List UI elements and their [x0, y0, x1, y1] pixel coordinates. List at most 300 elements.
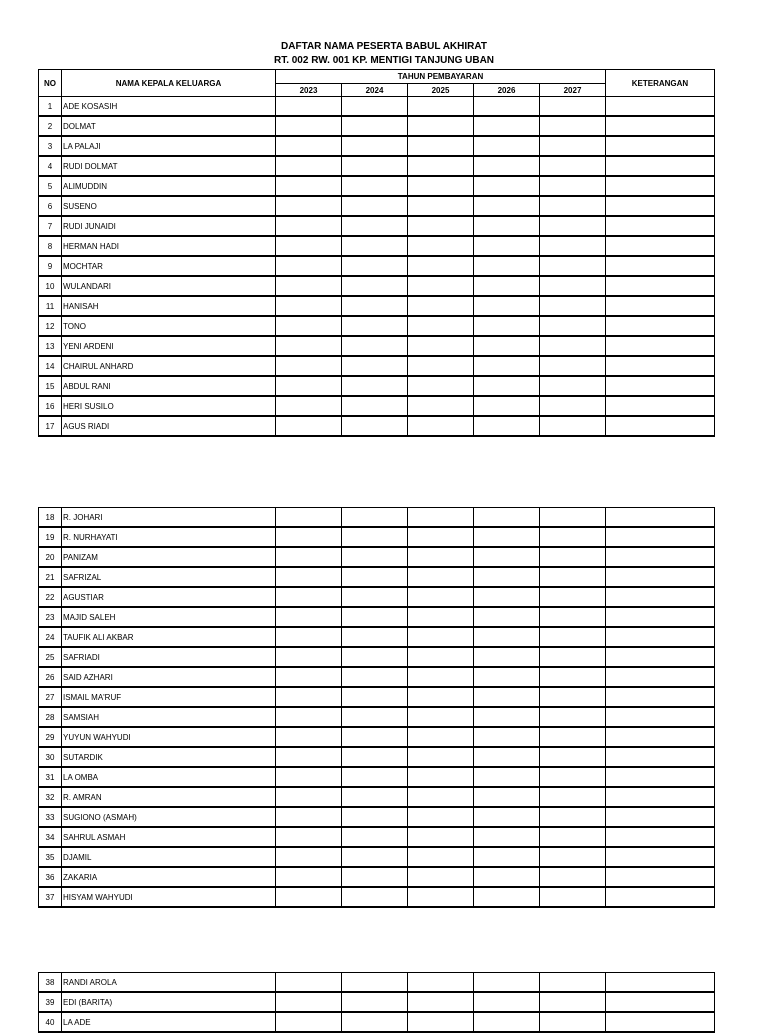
table-row: [39, 767, 715, 787]
payment-cell: [474, 687, 540, 707]
payment-cell: [474, 116, 540, 136]
payment-cell: [474, 416, 540, 436]
head-of-family-name: AGUSTIAR: [62, 587, 276, 607]
participant-table-page2: [38, 507, 715, 908]
payment-cell: [540, 136, 606, 156]
table-row: [39, 296, 715, 316]
head-of-family-name: SUGIONO (ASMAH): [62, 807, 276, 827]
payment-cell: [342, 196, 408, 216]
note-cell: [606, 97, 715, 117]
payment-cell: [540, 116, 606, 136]
payment-cell: [474, 827, 540, 847]
payment-cell: [540, 216, 606, 236]
table-row: [39, 276, 715, 296]
table-row: [39, 216, 715, 236]
note-cell: [606, 276, 715, 296]
note-cell: [606, 627, 715, 647]
table-row: [39, 567, 715, 587]
header-name: NAMA KEPALA KELUARGA: [62, 70, 276, 97]
payment-cell: [474, 256, 540, 276]
payment-cell: [408, 236, 474, 256]
payment-cell: [474, 356, 540, 376]
payment-cell: [540, 607, 606, 627]
table-row: [39, 887, 715, 907]
row-number: 14: [39, 356, 62, 376]
payment-cell: [540, 396, 606, 416]
row-number: 18: [39, 508, 62, 528]
payment-cell: [408, 627, 474, 647]
row-number: 26: [39, 667, 62, 687]
payment-cell: [540, 256, 606, 276]
payment-cell: [408, 376, 474, 396]
row-number: 20: [39, 547, 62, 567]
document-title: DAFTAR NAMA PESERTA BABUL AKHIRAT: [281, 41, 487, 52]
payment-cell: [540, 867, 606, 887]
row-number: 22: [39, 587, 62, 607]
payment-cell: [408, 316, 474, 336]
head-of-family-name: TAUFIK ALI AKBAR: [62, 627, 276, 647]
head-of-family-name: RUDI JUNAIDI: [62, 216, 276, 236]
row-number: 40: [39, 1012, 62, 1032]
payment-cell: [474, 707, 540, 727]
payment-cell: [540, 296, 606, 316]
payment-cell: [474, 508, 540, 528]
payment-cell: [342, 727, 408, 747]
payment-cell: [408, 1012, 474, 1032]
note-cell: [606, 887, 715, 907]
row-number: 5: [39, 176, 62, 196]
payment-cell: [408, 847, 474, 867]
payment-cell: [474, 296, 540, 316]
payment-cell: [408, 156, 474, 176]
table-row: [39, 376, 715, 396]
payment-cell: [474, 547, 540, 567]
payment-cell: [540, 236, 606, 256]
payment-cell: [276, 847, 342, 867]
payment-cell: [540, 847, 606, 867]
header-year-2026: 2026: [474, 84, 540, 97]
head-of-family-name: RUDI DOLMAT: [62, 156, 276, 176]
payment-cell: [342, 827, 408, 847]
payment-cell: [474, 807, 540, 827]
head-of-family-name: SAHRUL ASMAH: [62, 827, 276, 847]
head-of-family-name: EDI (BARITA): [62, 992, 276, 1012]
note-cell: [606, 973, 715, 993]
table-row: [39, 647, 715, 667]
table-row: [39, 416, 715, 436]
note-cell: [606, 116, 715, 136]
header-note: KETERANGAN: [606, 70, 715, 97]
table-row: [39, 336, 715, 356]
payment-cell: [474, 587, 540, 607]
participant-table-page1: [38, 69, 715, 437]
payment-cell: [408, 827, 474, 847]
payment-cell: [342, 587, 408, 607]
payment-cell: [276, 973, 342, 993]
payment-cell: [474, 276, 540, 296]
payment-cell: [540, 156, 606, 176]
table-row: [39, 827, 715, 847]
payment-cell: [342, 1012, 408, 1032]
payment-cell: [342, 296, 408, 316]
note-cell: [606, 747, 715, 767]
payment-cell: [342, 376, 408, 396]
payment-cell: [342, 992, 408, 1012]
table-row: [39, 867, 715, 887]
document-subtitle: RT. 002 RW. 001 KP. MENTIGI TANJUNG UBAN: [273, 55, 495, 66]
payment-cell: [276, 97, 342, 117]
payment-cell: [342, 687, 408, 707]
head-of-family-name: HERMAN HADI: [62, 236, 276, 256]
payment-cell: [276, 416, 342, 436]
payment-cell: [408, 196, 474, 216]
payment-cell: [474, 607, 540, 627]
note-cell: [606, 667, 715, 687]
row-number: 34: [39, 827, 62, 847]
payment-cell: [540, 787, 606, 807]
payment-cell: [276, 667, 342, 687]
payment-cell: [408, 527, 474, 547]
head-of-family-name: YENI ARDENI: [62, 336, 276, 356]
payment-cell: [408, 256, 474, 276]
payment-cell: [540, 376, 606, 396]
payment-cell: [342, 527, 408, 547]
payment-cell: [276, 527, 342, 547]
note-cell: [606, 376, 715, 396]
head-of-family-name: SAMSIAH: [62, 707, 276, 727]
payment-cell: [276, 867, 342, 887]
table-row: [39, 97, 715, 117]
payment-cell: [342, 97, 408, 117]
head-of-family-name: WULANDARI: [62, 276, 276, 296]
head-of-family-name: HISYAM WAHYUDI: [62, 887, 276, 907]
payment-cell: [276, 508, 342, 528]
payment-cell: [540, 276, 606, 296]
payment-cell: [408, 887, 474, 907]
head-of-family-name: SUSENO: [62, 196, 276, 216]
note-cell: [606, 867, 715, 887]
note-cell: [606, 216, 715, 236]
payment-cell: [408, 992, 474, 1012]
payment-cell: [408, 667, 474, 687]
payment-cell: [540, 707, 606, 727]
payment-cell: [342, 276, 408, 296]
head-of-family-name: SAFRIADI: [62, 647, 276, 667]
payment-cell: [342, 356, 408, 376]
payment-cell: [342, 767, 408, 787]
payment-cell: [276, 136, 342, 156]
payment-cell: [540, 527, 606, 547]
payment-cell: [276, 116, 342, 136]
payment-cell: [342, 787, 408, 807]
head-of-family-name: SAFRIZAL: [62, 567, 276, 587]
payment-cell: [540, 687, 606, 707]
payment-cell: [276, 787, 342, 807]
payment-cell: [540, 336, 606, 356]
header-no: NO: [39, 70, 62, 97]
row-number: 28: [39, 707, 62, 727]
row-number: 15: [39, 376, 62, 396]
row-number: 25: [39, 647, 62, 667]
header-year-2027: 2027: [540, 84, 606, 97]
note-cell: [606, 547, 715, 567]
note-cell: [606, 587, 715, 607]
row-number: 38: [39, 973, 62, 993]
note-cell: [606, 707, 715, 727]
header-year-2025: 2025: [408, 84, 474, 97]
payment-cell: [276, 827, 342, 847]
payment-cell: [342, 973, 408, 993]
payment-cell: [540, 416, 606, 436]
table-row: [39, 607, 715, 627]
table-row: [39, 256, 715, 276]
payment-cell: [540, 567, 606, 587]
payment-cell: [408, 508, 474, 528]
row-number: 8: [39, 236, 62, 256]
payment-cell: [408, 807, 474, 827]
payment-cell: [276, 887, 342, 907]
row-number: 7: [39, 216, 62, 236]
row-number: 24: [39, 627, 62, 647]
payment-cell: [276, 176, 342, 196]
payment-cell: [276, 547, 342, 567]
payment-cell: [276, 647, 342, 667]
table-row: [39, 687, 715, 707]
note-cell: [606, 847, 715, 867]
note-cell: [606, 416, 715, 436]
payment-cell: [276, 156, 342, 176]
note-cell: [606, 647, 715, 667]
payment-cell: [408, 216, 474, 236]
payment-cell: [276, 196, 342, 216]
payment-cell: [408, 276, 474, 296]
note-cell: [606, 176, 715, 196]
note-cell: [606, 196, 715, 216]
payment-cell: [474, 992, 540, 1012]
row-number: 9: [39, 256, 62, 276]
payment-cell: [342, 236, 408, 256]
payment-cell: [474, 787, 540, 807]
payment-cell: [342, 156, 408, 176]
row-number: 29: [39, 727, 62, 747]
payment-cell: [408, 97, 474, 117]
row-number: 4: [39, 156, 62, 176]
payment-cell: [276, 236, 342, 256]
note-cell: [606, 727, 715, 747]
table-row: [39, 992, 715, 1012]
payment-cell: [474, 176, 540, 196]
payment-cell: [408, 356, 474, 376]
payment-cell: [342, 136, 408, 156]
payment-cell: [276, 396, 342, 416]
note-cell: [606, 156, 715, 176]
row-number: 36: [39, 867, 62, 887]
payment-cell: [540, 508, 606, 528]
note-cell: [606, 1012, 715, 1032]
payment-cell: [540, 887, 606, 907]
payment-cell: [276, 687, 342, 707]
payment-cell: [540, 587, 606, 607]
payment-cell: [342, 396, 408, 416]
head-of-family-name: SUTARDIK: [62, 747, 276, 767]
note-cell: [606, 527, 715, 547]
row-number: 2: [39, 116, 62, 136]
payment-cell: [342, 416, 408, 436]
payment-cell: [408, 607, 474, 627]
payment-cell: [540, 992, 606, 1012]
table-row: [39, 136, 715, 156]
head-of-family-name: TONO: [62, 316, 276, 336]
head-of-family-name: ALIMUDDIN: [62, 176, 276, 196]
payment-cell: [276, 276, 342, 296]
row-number: 6: [39, 196, 62, 216]
table-row: [39, 527, 715, 547]
table-row: [39, 236, 715, 256]
payment-cell: [474, 973, 540, 993]
table-row: [39, 547, 715, 567]
payment-cell: [342, 707, 408, 727]
payment-cell: [540, 97, 606, 117]
row-number: 30: [39, 747, 62, 767]
row-number: 21: [39, 567, 62, 587]
payment-cell: [342, 887, 408, 907]
payment-cell: [540, 973, 606, 993]
payment-cell: [540, 667, 606, 687]
note-cell: [606, 807, 715, 827]
head-of-family-name: ZAKARIA: [62, 867, 276, 887]
payment-cell: [342, 647, 408, 667]
payment-cell: [408, 176, 474, 196]
payment-cell: [276, 627, 342, 647]
note-cell: [606, 992, 715, 1012]
payment-cell: [408, 787, 474, 807]
payment-cell: [408, 687, 474, 707]
payment-cell: [342, 547, 408, 567]
payment-cell: [474, 887, 540, 907]
payment-cell: [276, 336, 342, 356]
row-number: 31: [39, 767, 62, 787]
head-of-family-name: RANDI AROLA: [62, 973, 276, 993]
header-year-2023: 2023: [276, 84, 342, 97]
head-of-family-name: HERI SUSILO: [62, 396, 276, 416]
payment-cell: [276, 607, 342, 627]
payment-cell: [540, 807, 606, 827]
table-row: [39, 627, 715, 647]
note-cell: [606, 356, 715, 376]
payment-cell: [276, 316, 342, 336]
head-of-family-name: ABDUL RANI: [62, 376, 276, 396]
payment-cell: [342, 256, 408, 276]
table-row: [39, 727, 715, 747]
payment-cell: [408, 747, 474, 767]
payment-cell: [342, 116, 408, 136]
row-number: 23: [39, 607, 62, 627]
payment-cell: [408, 973, 474, 993]
note-cell: [606, 256, 715, 276]
head-of-family-name: AGUS RIADI: [62, 416, 276, 436]
payment-cell: [474, 376, 540, 396]
payment-cell: [276, 807, 342, 827]
row-number: 27: [39, 687, 62, 707]
payment-cell: [474, 136, 540, 156]
row-number: 1: [39, 97, 62, 117]
note-cell: [606, 767, 715, 787]
payment-cell: [474, 156, 540, 176]
payment-cell: [276, 376, 342, 396]
payment-cell: [540, 827, 606, 847]
payment-cell: [342, 607, 408, 627]
row-number: 11: [39, 296, 62, 316]
payment-cell: [540, 767, 606, 787]
payment-cell: [276, 767, 342, 787]
head-of-family-name: LA OMBA: [62, 767, 276, 787]
table-row: [39, 787, 715, 807]
row-number: 39: [39, 992, 62, 1012]
row-number: 3: [39, 136, 62, 156]
head-of-family-name: MOCHTAR: [62, 256, 276, 276]
table-row: [39, 396, 715, 416]
row-number: 35: [39, 847, 62, 867]
row-number: 17: [39, 416, 62, 436]
payment-cell: [474, 567, 540, 587]
payment-cell: [540, 647, 606, 667]
payment-cell: [276, 567, 342, 587]
payment-cell: [408, 567, 474, 587]
row-number: 12: [39, 316, 62, 336]
note-cell: [606, 827, 715, 847]
payment-cell: [474, 336, 540, 356]
payment-cell: [408, 336, 474, 356]
payment-cell: [276, 727, 342, 747]
note-cell: [606, 316, 715, 336]
payment-cell: [408, 396, 474, 416]
head-of-family-name: R. JOHARI: [62, 508, 276, 528]
payment-cell: [474, 767, 540, 787]
payment-cell: [474, 847, 540, 867]
table-row: [39, 847, 715, 867]
payment-cell: [474, 527, 540, 547]
table-row: [39, 116, 715, 136]
head-of-family-name: ISMAIL MA'RUF: [62, 687, 276, 707]
table-row: [39, 747, 715, 767]
payment-cell: [276, 356, 342, 376]
table-row: [39, 176, 715, 196]
payment-cell: [474, 867, 540, 887]
payment-cell: [342, 176, 408, 196]
note-cell: [606, 396, 715, 416]
payment-cell: [276, 587, 342, 607]
payment-cell: [342, 508, 408, 528]
head-of-family-name: LA ADE: [62, 1012, 276, 1032]
payment-cell: [408, 767, 474, 787]
payment-cell: [474, 747, 540, 767]
head-of-family-name: R. AMRAN: [62, 787, 276, 807]
head-of-family-name: PANIZAM: [62, 547, 276, 567]
payment-cell: [474, 647, 540, 667]
header-years-group: TAHUN PEMBAYARAN: [276, 70, 606, 84]
payment-cell: [342, 807, 408, 827]
row-number: 33: [39, 807, 62, 827]
table-row: [39, 156, 715, 176]
payment-cell: [408, 707, 474, 727]
payment-cell: [540, 316, 606, 336]
table-row: [39, 667, 715, 687]
payment-cell: [408, 296, 474, 316]
payment-cell: [342, 316, 408, 336]
note-cell: [606, 236, 715, 256]
payment-cell: [342, 867, 408, 887]
row-number: 16: [39, 396, 62, 416]
